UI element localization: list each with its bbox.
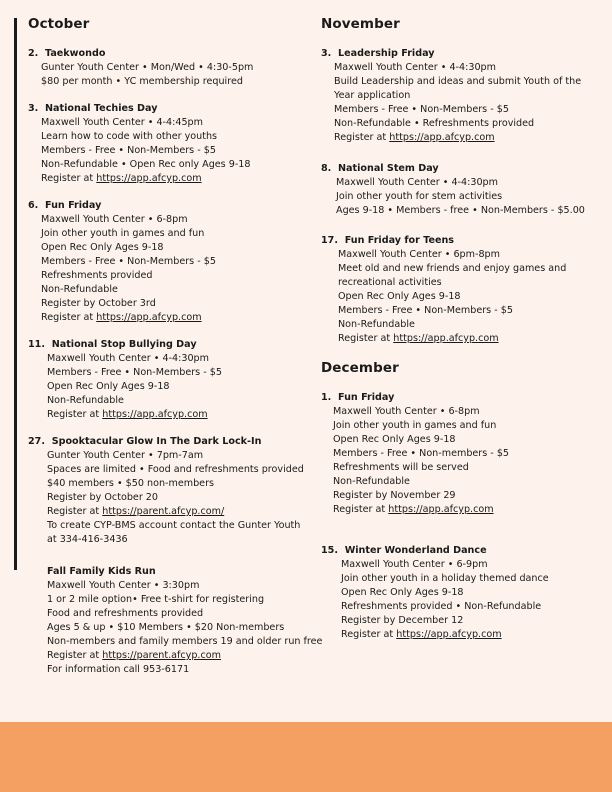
event-leadership-friday xyxy=(321,47,606,145)
event-national-stop-bullying-day xyxy=(28,338,313,422)
event-detail: Members - Free • Non-Members - $5 xyxy=(334,104,509,115)
event-detail: Members - Free • Non-Members - $5 xyxy=(338,305,513,316)
event-detail: Maxwell Youth Center • 4-4:30pm xyxy=(334,62,496,73)
event-title: 3. National Techies Day xyxy=(28,103,158,114)
event-title: 3. Leadership Friday xyxy=(321,48,435,59)
event-detail: Maxwell Youth Center • 6-9pm xyxy=(341,559,488,570)
register-line: Register at https://app.afcyp.com xyxy=(41,173,202,184)
register-line: Register at https://app.afcyp.com xyxy=(47,409,208,420)
event-detail: Refreshments provided • Non-Refundable xyxy=(341,601,542,612)
event-title: 6. Fun Friday xyxy=(28,200,102,211)
event-detail: Open Rec Only Ages 9-18 xyxy=(41,242,164,253)
event-detail: Open Rec Only Ages 9-18 xyxy=(47,381,170,392)
month-heading-october: October xyxy=(28,16,90,32)
event-detail: Ages 9-18 • Members - free • Non-Members - $5.00 xyxy=(336,205,585,216)
event-detail: Register by December 12 xyxy=(341,615,464,626)
event-title: 11. National Stop Bullying Day xyxy=(28,339,197,350)
event-detail: To create CYP-BMS account contact the Gunter Youth xyxy=(47,520,301,531)
register-link[interactable]: https://app.afcyp.com xyxy=(96,173,202,184)
event-detail: Maxwell Youth Center • 6-8pm xyxy=(41,214,188,225)
event-title: 1. Fun Friday xyxy=(321,392,395,403)
event-detail: Open Rec Only Ages 9-18 xyxy=(338,291,461,302)
footer-color-band xyxy=(0,722,612,792)
event-detail: Register by November 29 xyxy=(333,490,456,501)
register-link[interactable]: https://app.afcyp.com xyxy=(96,312,202,323)
event-detail: Maxwell Youth Center • 3:30pm xyxy=(47,580,200,591)
event-detail: Maxwell Youth Center • 6-8pm xyxy=(333,406,480,417)
event-taekwondo xyxy=(28,47,313,89)
event-detail: Non-Refundable xyxy=(338,319,415,330)
event-winter-wonderland-dance xyxy=(321,544,606,642)
event-detail: Join other youth in a holiday themed dance xyxy=(341,573,549,584)
event-detail: Build Leadership and ideas and submit Youth of the xyxy=(334,76,582,87)
event-detail: Members - Free • Non-members - $5 xyxy=(333,448,510,459)
event-detail: For information call 953-6171 xyxy=(47,664,190,675)
event-detail: Members - Free • Non-Members - $5 xyxy=(47,367,222,378)
event-detail: Non-Refundable xyxy=(333,476,410,487)
register-link[interactable]: https://app.afcyp.com xyxy=(396,629,502,640)
event-detail: $40 members • $50 non-members xyxy=(47,478,215,489)
event-detail: Maxwell Youth Center • 4-4:30pm xyxy=(336,177,498,188)
event-detail: Meet old and new friends and enjoy games and xyxy=(338,263,567,274)
event-detail: $80 per month • YC membership required xyxy=(41,76,243,87)
event-title: 27. Spooktacular Glow In The Dark Lock-In xyxy=(28,436,262,447)
register-link[interactable]: https://app.afcyp.com xyxy=(393,333,499,344)
event-title: 2. Taekwondo xyxy=(28,48,106,59)
event-detail: Food and refreshments provided xyxy=(47,608,204,619)
register-link[interactable]: https://parent.afcyp.com/ xyxy=(102,506,225,517)
event-detail: Ages 5 & up • $10 Members • $20 Non-members xyxy=(47,622,285,633)
event-detail: Refreshments will be served xyxy=(333,462,469,473)
register-line: Register at https://parent.afcyp.com/ xyxy=(47,506,225,517)
event-detail: Register by October 20 xyxy=(47,492,159,503)
event-detail: Join other youth for stem activities xyxy=(336,191,503,202)
register-line: Register at https://parent.afcyp.com xyxy=(47,650,221,661)
event-detail: Refreshments provided xyxy=(41,270,153,281)
event-detail: Non-Refundable • Refreshments provided xyxy=(334,118,535,129)
event-detail: recreational activities xyxy=(338,277,442,288)
event-title: 17. Fun Friday for Teens xyxy=(321,235,455,246)
register-line: Register at https://app.afcyp.com xyxy=(334,132,495,143)
event-detail: Register by October 3rd xyxy=(41,298,156,309)
event-detail: Members - Free • Non-Members - $5 xyxy=(41,256,216,267)
event-fun-friday-october xyxy=(28,199,313,325)
event-detail: Spaces are limited • Food and refreshments provided xyxy=(47,464,304,475)
event-detail: Gunter Youth Center • 7pm-7am xyxy=(47,450,204,461)
month-heading-november: November xyxy=(321,16,400,32)
event-detail: Open Rec Only Ages 9-18 xyxy=(333,434,456,445)
event-detail: Gunter Youth Center • Mon/Wed • 4:30-5pm xyxy=(41,62,254,73)
register-link[interactable]: https://app.afcyp.com xyxy=(389,132,495,143)
register-line: Register at https://app.afcyp.com xyxy=(338,333,499,344)
event-detail: Members - Free • Non-Members - $5 xyxy=(41,145,216,156)
event-detail: Open Rec Only Ages 9-18 xyxy=(341,587,464,598)
event-title: Fall Family Kids Run xyxy=(47,566,156,577)
register-line: Register at https://app.afcyp.com xyxy=(341,629,502,640)
event-spooktacular-lock-in xyxy=(28,435,313,547)
october-column xyxy=(28,16,323,690)
event-detail: 1 or 2 mile option• Free t-shirt for registering xyxy=(47,594,265,605)
event-detail: Non-Refundable xyxy=(47,395,124,406)
event-detail: Non-Refundable • Open Rec only Ages 9-18 xyxy=(41,159,251,170)
register-link[interactable]: https://app.afcyp.com xyxy=(102,409,208,420)
event-fun-friday-for-teens xyxy=(321,234,606,346)
event-detail: Learn how to code with other youths xyxy=(41,131,218,142)
event-detail: Non-members and family members 19 and older run free xyxy=(47,636,323,647)
november-december-column xyxy=(321,16,606,655)
register-line: Register at https://app.afcyp.com xyxy=(41,312,202,323)
event-detail: Maxwell Youth Center • 4-4:30pm xyxy=(47,353,209,364)
event-title: 15. Winter Wonderland Dance xyxy=(321,545,487,556)
event-detail: Year application xyxy=(334,90,411,101)
event-national-stem-day xyxy=(321,162,606,218)
event-title: 8. National Stem Day xyxy=(321,163,439,174)
event-detail: Join other youth in games and fun xyxy=(333,420,497,431)
event-fun-friday-december xyxy=(321,391,606,517)
month-heading-december: December xyxy=(321,360,399,376)
event-detail: Non-Refundable xyxy=(41,284,118,295)
event-detail: at 334-416-3436 xyxy=(47,534,128,545)
event-national-techies-day xyxy=(28,102,313,186)
left-accent-bar xyxy=(14,18,17,570)
event-detail: Join other youth in games and fun xyxy=(41,228,205,239)
event-detail: Maxwell Youth Center • 4-4:45pm xyxy=(41,117,203,128)
register-link[interactable]: https://parent.afcyp.com xyxy=(102,650,221,661)
register-line: Register at https://app.afcyp.com xyxy=(333,504,494,515)
event-detail: Maxwell Youth Center • 6pm-8pm xyxy=(338,249,500,260)
register-link[interactable]: https://app.afcyp.com xyxy=(388,504,494,515)
event-fall-family-kids-run xyxy=(28,565,323,677)
